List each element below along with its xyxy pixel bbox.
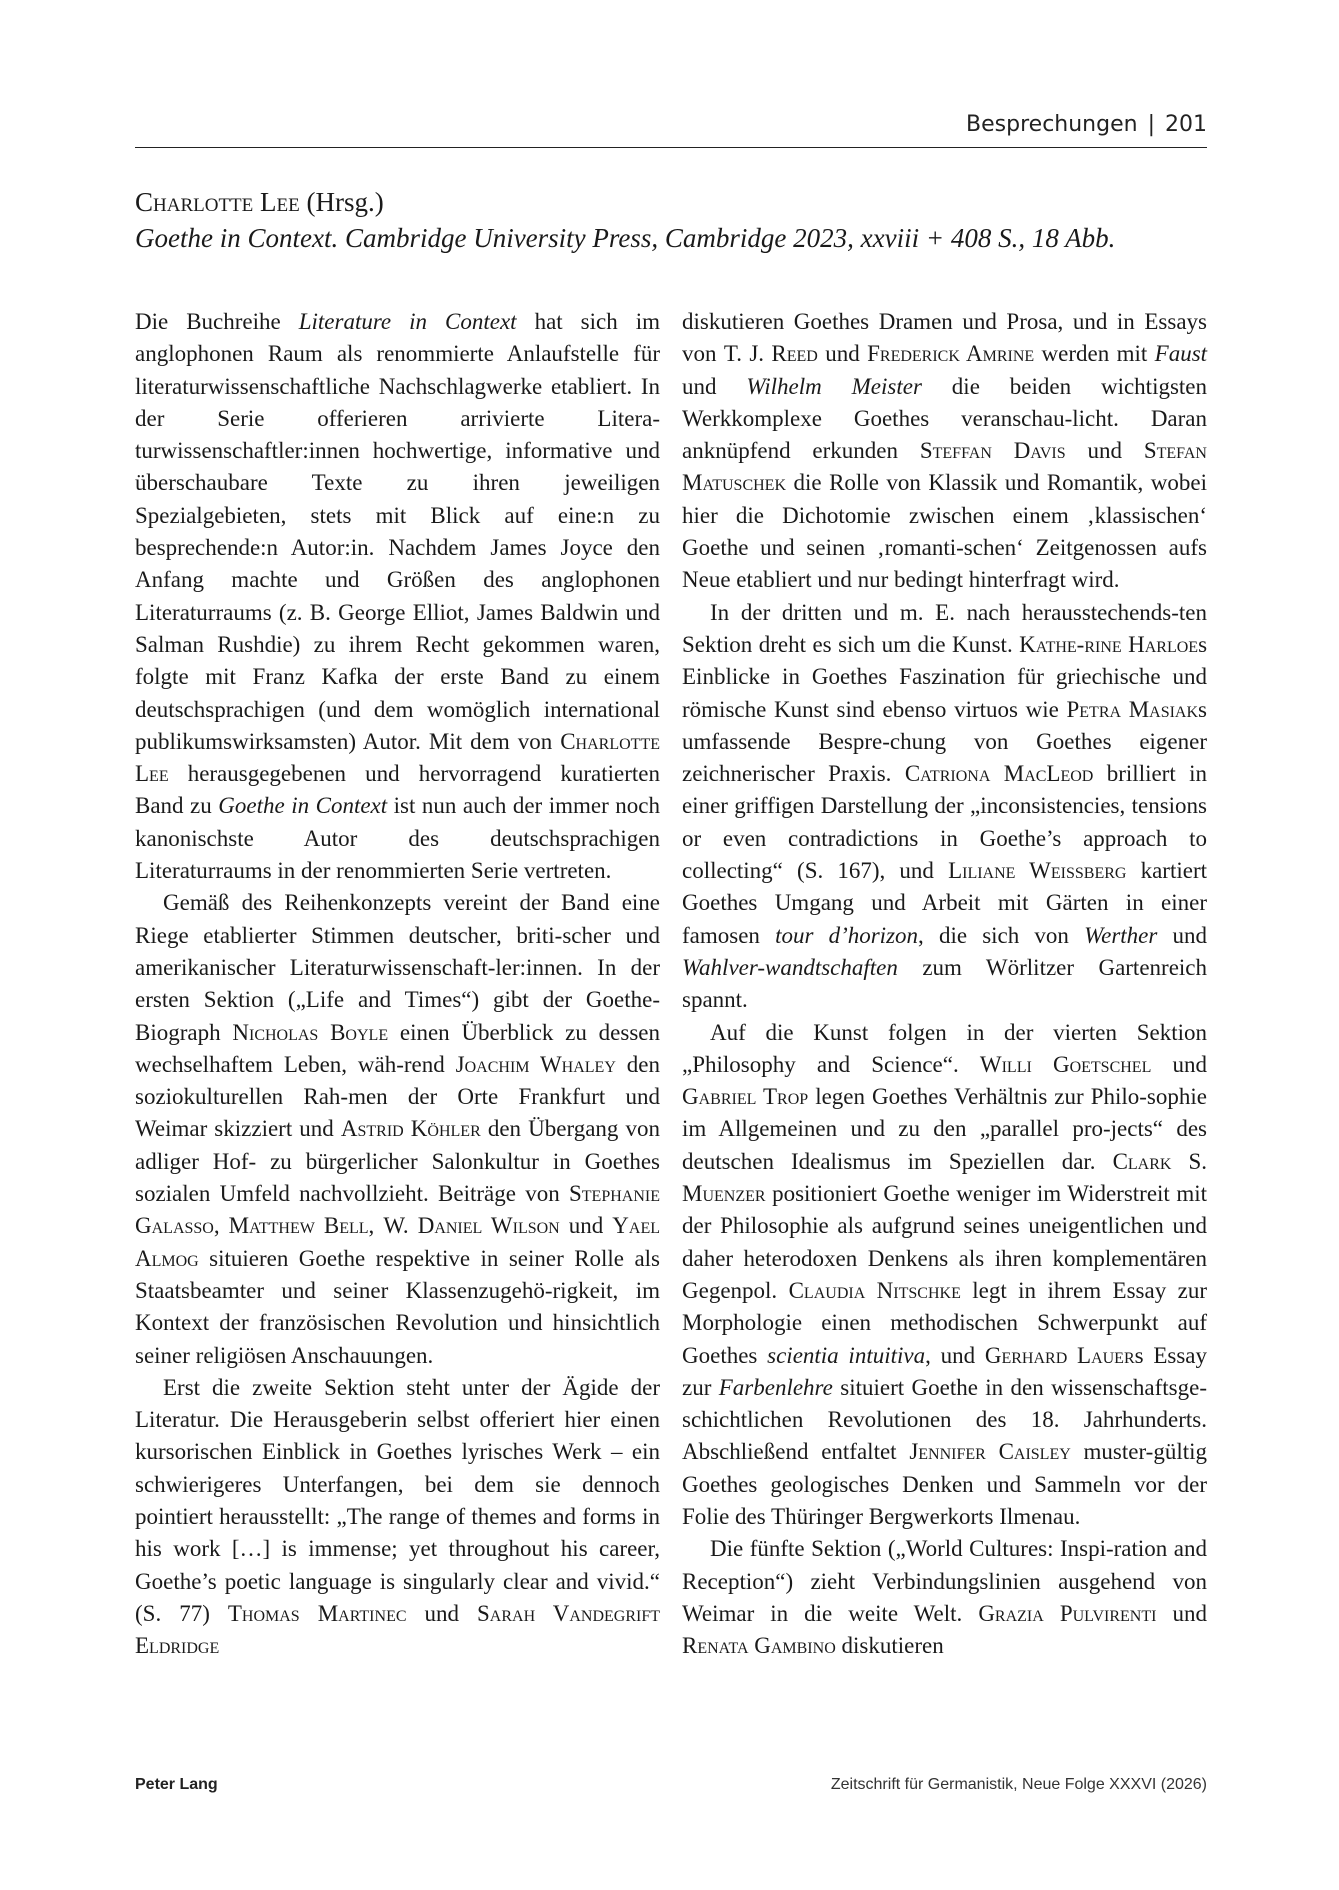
text-run: s Essay zur <box>682 1342 1208 1400</box>
running-head-section: Besprechungen <box>966 112 1138 137</box>
author-name: Yael Almog <box>135 1213 661 1271</box>
text-run: und <box>559 1213 613 1239</box>
text-run: diskutieren <box>835 1633 944 1659</box>
editor-role: (Hrsg.) <box>306 187 384 217</box>
author-name: Sarah Vandegrift Eldridge <box>135 1600 660 1659</box>
author-name: Joachim Whaley <box>455 1051 616 1077</box>
text-run: brilliert in einer griffigen Darstellung der „inconsistencies, tensions or even contradictions in Goethe’s approach to collecting“ (S. 167), und <box>682 761 1207 884</box>
author-name: Petra Masiak <box>1066 696 1199 722</box>
text-run: Die Buchreihe <box>135 309 299 334</box>
body-paragraph <box>135 1372 660 1663</box>
title-italic: Wahlver-wandtschaften <box>682 954 898 980</box>
author-name: Charlotte Lee <box>135 728 660 787</box>
text-run: Erst die zweite Sektion steht unter der Ägide der Literatur. Die Herausgeberin selbst offeriert hier einen kursorischen Einblick in Goethes lyrisches Werk – ein schwierigeres Unterfangen, bei dem sie dennoch pointiert herausstellt: „The range of themes and forms in his work […] is immense; yet throughout his career, Goethe’s poetic language is singularly clear and vivid.“ (S. 77) <box>135 1374 660 1626</box>
author-name: Stephanie Galasso <box>135 1181 660 1239</box>
text-run: einen Überblick zu dessen wechselhaftem Leben, wäh-rend <box>135 1019 660 1077</box>
author-name: Gabriel Trop <box>682 1084 809 1110</box>
author-name: Frederick Amrine <box>867 341 1035 367</box>
author-name: Thomas Martinec <box>227 1600 407 1626</box>
author-name: Catriona MacLeod <box>904 761 1094 787</box>
text-run: , und <box>925 1342 985 1368</box>
title-italic: Werther <box>1084 922 1158 948</box>
text-run: und <box>1151 1051 1207 1077</box>
publisher-name: Peter Lang <box>135 1776 218 1793</box>
text-run: werden mit <box>1034 341 1155 367</box>
text-run: , <box>368 1213 384 1239</box>
text-run: ist nun auch der immer noch kanonischste Autor des deutschsprachigen Literaturraums in der renommierten Serie vertreten. <box>135 793 660 884</box>
author-name: Renata Gambino <box>682 1633 836 1659</box>
title-italic: Farbenlehre <box>718 1374 833 1400</box>
author-name: Grazia Pulvirenti <box>978 1600 1157 1626</box>
body-paragraph <box>135 306 660 887</box>
text-run: den Übergang von adliger Hof- zu bürgerlicher Salonkultur in Goethes sozialen Umfeld nachvollzieht. Beiträge von <box>135 1116 660 1207</box>
text-run: und <box>1156 1600 1207 1626</box>
text-run: legt in ihrem Essay zur Morphologie einen methodischen Schwerpunkt auf Goethes <box>682 1277 1207 1368</box>
editor-name: Charlotte Lee <box>135 187 300 217</box>
text-run: hat sich im anglophonen Raum als renommierte Anlaufstelle für literaturwissenschaftliche Nachschlagwerke etabliert. In der Serie offerieren arrivierte Litera-turwissenschaftler:innen hochwertige, informative und überschaubare Texte zu ihren jeweiligen Spezialgebieten, stets mit Blick auf eine:n zu besprechende:n Autor:in. Nachdem James Joyce den Anfang machte und Größen des anglophonen Literaturraums (z. B. George Elliot, James Baldwin und Salman Rushdie) zu ihrem Recht gekommen waren, folgte mit Franz Kafka der erste Band zu einem deutschsprachigen (und dem womöglich international publikumswirksamsten) Autor. Mit dem von <box>135 309 660 754</box>
body-paragraph <box>682 1533 1207 1662</box>
left-column <box>135 306 660 1662</box>
text-run: situieren Goethe respektive in seiner Rolle als Staatsbeamter und seiner Klassenzugehö-rigkeit, im Kontext der französischen Revolution und hinsichtlich seiner religiösen Anschauungen. <box>135 1245 660 1368</box>
text-run: herausgegebenen und hervorragend kuratierten Band zu <box>135 761 660 819</box>
review-header <box>135 184 1215 256</box>
author-name: Steffan Davis <box>919 438 1066 464</box>
author-name: T. J. Reed <box>723 341 818 367</box>
title-italic: Faust <box>1154 341 1208 367</box>
page-footer <box>135 1776 1207 1794</box>
text-run: kartiert Goethes Umgang und Arbeit mit Gärten in einer famosen <box>682 858 1207 948</box>
text-run: , <box>213 1213 229 1239</box>
text-run: Gemäß des Reihenkonzepts vereint der Band eine Riege etablierter Stimmen deutscher, briti-scher und amerikanischer Literaturwissenschaft-ler:innen. In der ersten Sektion („Life and Times“) gibt der Goethe-Biograph <box>135 890 660 1045</box>
title-italic: tour d’horizon <box>775 922 919 948</box>
text-run: zum Wörlitzer Gartenreich spannt. <box>682 954 1207 1013</box>
text-run: situiert Goethe in den wissenschaftsge-schichtlichen Revolutionen des 18. Jahrhunderts. Abschließend entfaltet <box>682 1374 1207 1465</box>
author-name: Stefan Matuschek <box>682 438 1207 496</box>
running-head-separator: | <box>1147 112 1155 137</box>
journal-citation: Zeitschrift für Germanistik, Neue Folge XXXVI (2026) <box>830 1776 1207 1793</box>
text-run: In der dritten und m. E. nach herausstechends-ten Sektion dreht es sich um die Kunst. <box>682 599 1207 657</box>
title-italic: scientia intuitiva <box>767 1342 926 1368</box>
body-paragraph <box>682 306 1207 597</box>
running-head <box>135 104 1207 148</box>
text-run: Die fünfte Sektion („World Cultures: Inspi-ration and Reception“) zieht Verbindungslinien ausgehend von Weimar in die weite Welt. <box>682 1536 1207 1626</box>
author-name: Astrid Köhler <box>340 1116 481 1142</box>
text-run: , die sich von <box>918 922 1085 948</box>
author-name: Liliane Weissberg <box>948 858 1127 884</box>
text-run: legen Goethes Verhältnis zur Philo-sophie im Allgemeinen und zu den „parallel pro-jects“ des deutschen Idealismus im Speziellen dar. <box>682 1084 1207 1174</box>
text-run: s Einblicke in Goethes Faszination für griechische und römische Kunst sind ebenso virtuos wie <box>682 631 1208 722</box>
body-paragraph <box>135 887 660 1371</box>
text-run: die beiden wichtigsten Werkkomplexe Goethes veranschau-licht. Daran anknüpfend erkunden <box>682 373 1208 464</box>
text-run: Auf die Kunst folgen in der vierten Sektion „Philosophy and Science“. <box>682 1019 1207 1077</box>
right-column <box>682 306 1207 1662</box>
author-name: W. Daniel Wilson <box>383 1213 560 1239</box>
text-run: positioniert Goethe weniger im Widerstreit mit der Philosophie als aufgrund seines uneigentlichen und daher heterodoxen Denkens als ihren komplementären Gegenpol. <box>682 1181 1207 1303</box>
text-run: muster-gültig Goethes geologisches Denken und Sammeln vor der Folie des Thüringer Bergwerkorts Ilmenau. <box>682 1439 1208 1529</box>
author-name: Willi Goetschel <box>979 1051 1152 1077</box>
text-run: diskutieren Goethes Dramen und Prosa, und in Essays von <box>682 309 1207 367</box>
author-name: Claudia Nitschke <box>788 1277 961 1303</box>
text-run: und <box>1065 438 1144 464</box>
body-paragraph <box>682 597 1207 1017</box>
body-paragraph <box>682 1017 1207 1534</box>
text-run: s umfassende Bespre-chung von Goethes eigener zeichnerischer Praxis. <box>682 696 1207 787</box>
page-number: 201 <box>1165 112 1207 137</box>
text-run: und <box>406 1600 478 1626</box>
author-name: Gerhard Lauer <box>984 1342 1135 1368</box>
text-run: und <box>682 373 747 399</box>
title-italic: Literature in Context <box>298 309 517 334</box>
text-run: und <box>1157 922 1208 948</box>
bibliographic-reference: Goethe in Context. Cambridge University Press, Cambridge 2023, xxviii + 408 S., 18 Abb. <box>135 223 1116 253</box>
author-name: Nicholas Boyle <box>232 1019 389 1045</box>
author-name: Kathe-rine Harloe <box>1019 631 1199 657</box>
text-run: die Rolle von Klassik und Romantik, wobei hier die Dichotomie zwischen einem ‚klassischen‘ Goethe und seinen ‚romanti-schen‘ Zeitgenossen aufs Neue etabliert und nur bedingt hinterfragt wird. <box>682 470 1207 593</box>
author-name: Clark S. Muenzer <box>682 1148 1208 1207</box>
title-italic: Wilhelm Meister <box>746 373 922 399</box>
author-name: Matthew Bell <box>228 1213 369 1239</box>
editor-line <box>135 184 1215 220</box>
text-run: und <box>817 341 868 367</box>
author-name: Jennifer Caisley <box>909 1439 1071 1465</box>
text-run: den soziokulturellen Rah-men der Orte Frankfurt und Weimar skizziert und <box>135 1051 660 1142</box>
title-italic: Goethe in Context <box>218 793 388 819</box>
